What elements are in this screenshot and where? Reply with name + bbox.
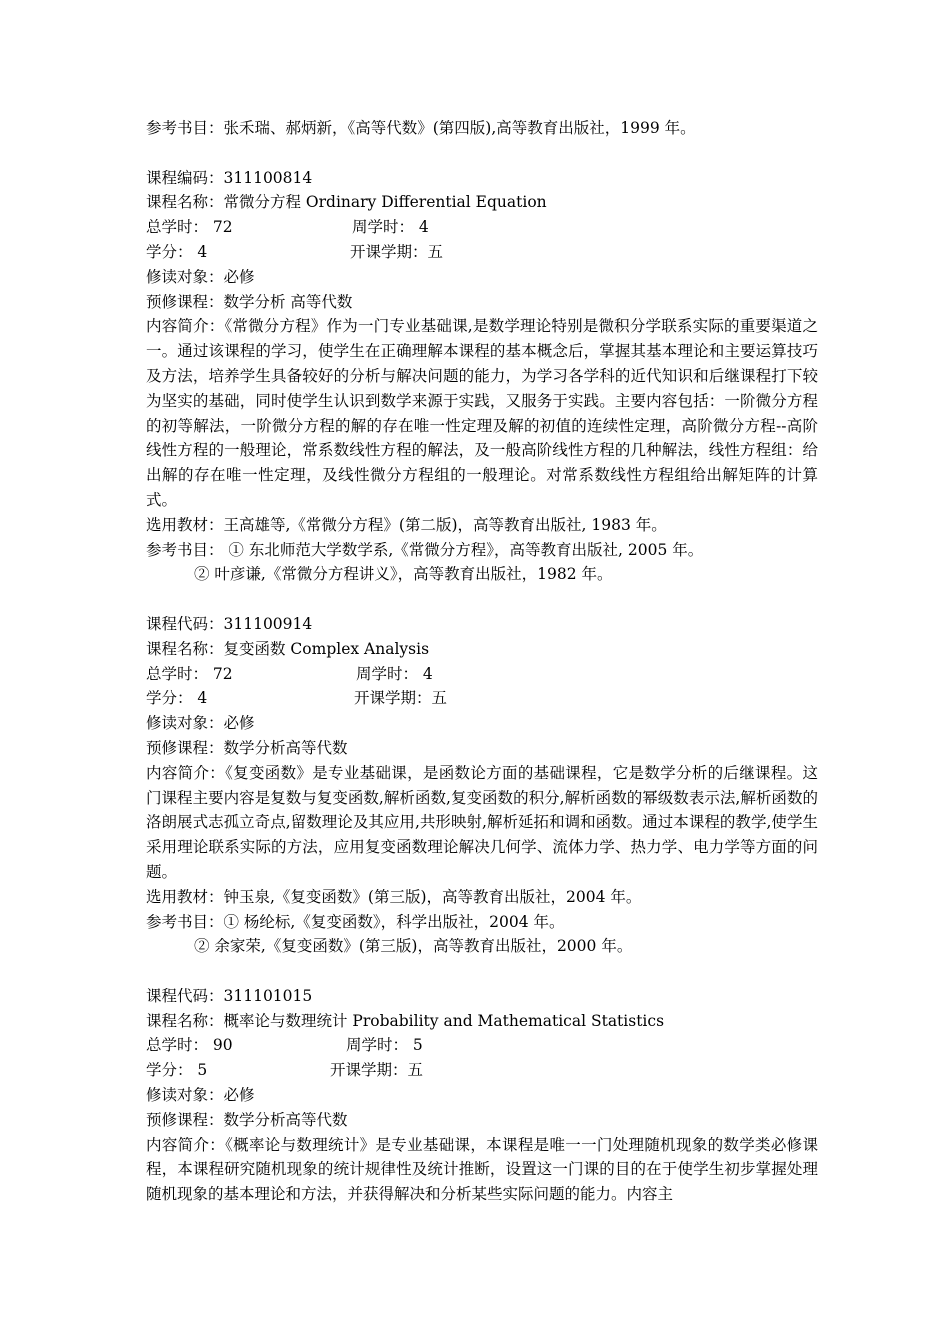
semester: 开课学期：五 (330, 1061, 424, 1080)
credit-row (146, 686, 818, 711)
textbook: 选用教材：王高雄等,《常微分方程》(第二版)，高等教育出版社, 1983 年。 (146, 515, 667, 534)
hours-row (146, 1033, 818, 1058)
total-hours: 总学时： 90 (146, 1036, 233, 1055)
reference-1: 参考书目： ① 东北师范大学数学系,《常微分方程》，高等教育出版社, 2005 年。 (146, 540, 704, 559)
course-code: 课程代码：311101015 (146, 986, 313, 1005)
course-block-complex (146, 612, 818, 959)
reference-2: ② 叶彦谦,《常微分方程讲义》，高等教育出版社，1982 年。 (194, 565, 613, 584)
audience: 修读对象：必修 (146, 267, 255, 286)
prerequisites: 预修课程：数学分析高等代数 (146, 1110, 348, 1129)
spacer (146, 141, 818, 166)
weekly-hours: 周学时： 4 (356, 664, 433, 683)
course-intro: 内容简介：《复变函数》是专业基础课，是函数论方面的基础课程，它是数学分析的后继课程。这门课程主要内容是复数与复变函数,解析函数,复变函数的积分,解析函数的幂级数表示法,解析函数的洛朗展式志孤立奇点,留数理论及其应用,共形映射,解析延拓和调和函数。通过本课程的教学,使学生采用理论联系实际的方法，应用复变函数理论解决几何学、流体力学、热力学、电力学等方面的问题。 (146, 763, 818, 881)
audience: 修读对象：必修 (146, 1086, 255, 1105)
course-code: 课程编码：311100814 (146, 168, 313, 187)
credit-row (146, 1058, 818, 1083)
reference-1: 参考书目：① 杨纶标,《复变函数》，科学出版社，2004 年。 (146, 912, 565, 931)
spacer (146, 959, 818, 984)
course-block-ode (146, 166, 818, 588)
hours-row (146, 215, 818, 240)
total-hours: 总学时： 72 (146, 218, 233, 237)
course-block-probability (146, 984, 818, 1207)
top-reference: 参考书目：张禾瑞、郝炳新，《高等代数》(第四版),高等教育出版社，1999 年。 (146, 119, 696, 137)
course-intro: 内容简介：《概率论与数理统计》是专业基础课，本课程是唯一一门处理随机现象的数学类必修课程，本课程研究随机现象的统计规律性及统计推断，设置这一门课的目的在于使学生初步掌握处理随机现象的基本理论和方法，并获得解决和分析某些实际问题的能力。内容主 (146, 1135, 818, 1204)
weekly-hours: 周学时： 5 (346, 1036, 423, 1055)
weekly-hours: 周学时： 4 (352, 218, 429, 237)
credit: 学分： 4 (146, 242, 208, 261)
credit: 学分： 5 (146, 1061, 208, 1080)
spacer (146, 587, 818, 612)
credit: 学分： 4 (146, 689, 208, 708)
audience: 修读对象：必修 (146, 714, 255, 733)
semester: 开课学期：五 (354, 689, 448, 708)
course-intro: 内容简介：《常微分方程》作为一门专业基础课,是数学理论特别是微积分学联系实际的重要渠道之一。通过该课程的学习，使学生在正确理解本课程的基本概念后，掌握其基本理论和主要运算技巧及方法，培养学生具备较好的分析与解决问题的能力，为学习各学科的近代知识和后继课程打下较为坚实的基础，同时使学生认识到数学来源于实践，又服务于实践。主要内容包括：一阶微分方程的初等解法，一阶微分方程的解的存在唯一性定理及解的初值的连续性定理，高阶微分方程--高阶线性方程的一般理论，常系数线性方程的解法，及一般高阶线性方程的几种解法，线性方程组：给出解的存在唯一性定理，及线性微分方程组的一般理论。对常系数线性方程组给出解矩阵的计算式。 (146, 317, 818, 509)
semester: 开课学期：五 (350, 242, 444, 261)
textbook: 选用教材：钟玉泉,《复变函数》(第三版)，高等教育出版社，2004 年。 (146, 887, 642, 906)
reference-2: ② 余家荣,《复变函数》(第三版)，高等教育出版社，2000 年。 (194, 937, 633, 956)
course-name: 课程名称：概率论与数理统计 Probability and Mathematical Statistics (146, 1011, 665, 1030)
total-hours: 总学时： 72 (146, 664, 233, 683)
hours-row (146, 662, 818, 687)
prerequisites: 预修课程：数学分析高等代数 (146, 738, 348, 757)
course-code: 课程代码：311100914 (146, 614, 313, 633)
document-page (146, 116, 818, 1207)
course-name: 课程名称：复变函数 Complex Analysis (146, 639, 430, 658)
credit-row (146, 240, 818, 265)
prerequisites: 预修课程：数学分析 高等代数 (146, 292, 353, 311)
course-name: 课程名称：常微分方程 Ordinary Differential Equation (146, 193, 547, 212)
